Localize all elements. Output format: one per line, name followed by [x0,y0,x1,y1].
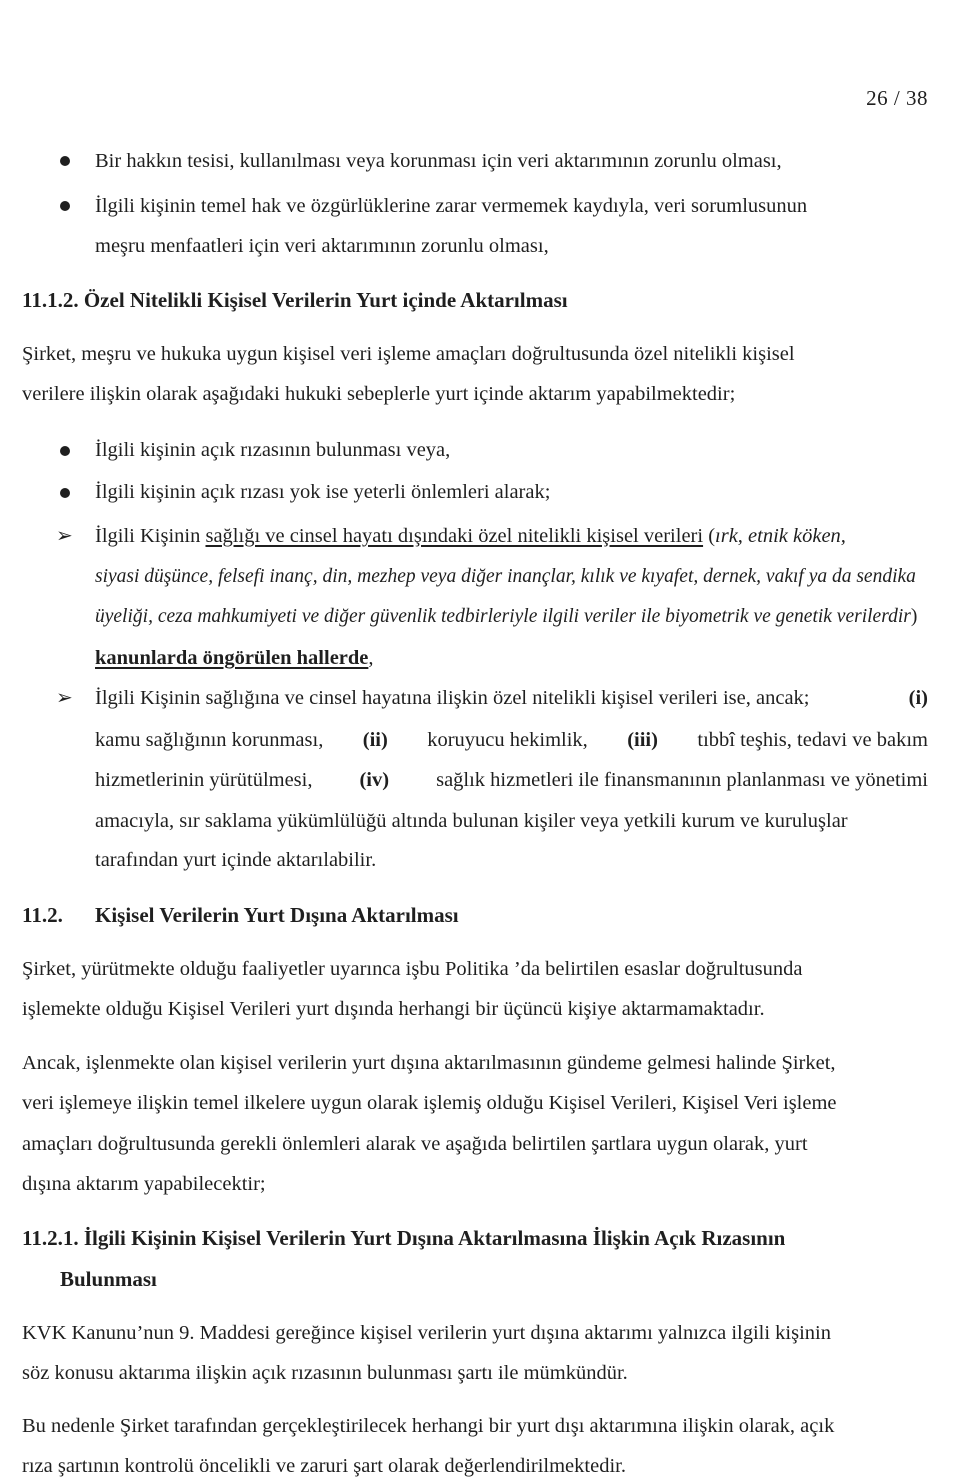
section-heading-11-2: Kişisel Verilerin Yurt Dışına Aktarılması [95,903,459,927]
bold-text: (iii) [627,729,658,751]
paragraph-line: Şirket, meşru ve hukuka uygun kişisel veri işleme amaçları doğrultusunda özel nitelikli kişisel [22,343,795,365]
bullet-dot [60,201,70,211]
bullet-item: Bir hakkın tesisi, kullanılması veya korunması için veri aktarımının zorunlu olması, [95,150,782,172]
bold-text: (iv) [359,769,390,791]
paragraph-line: rıza şartının kontrolü öncelikli ve zaruri şart olarak değerlendirilmektedir. [22,1455,626,1477]
text: İlgili Kişinin sağlığına ve cinsel hayatına ilişkin özel nitelikli kişisel verileri ise, ancak; [95,687,810,709]
arrow-bullet-icon: ➢ [56,525,73,547]
paragraph-line: veri işlemeye ilişkin temel ilkelere uygun olarak işlemiş olduğu Kişisel Verileri, Kişisel Veri işleme [22,1092,837,1114]
bullet-dot [60,446,70,456]
arrow-item-line: amacıyla, sır saklama yükümlülüğü altında bulunan kişiler veya yetkili kurum ve kuruluşlar [95,810,848,832]
paragraph-line: amaçları doğrultusunda gerekli önlemleri alarak ve aşağıda belirtilen şartlara uygun olarak, yurt [22,1133,808,1155]
paragraph-line: Şirket, yürütmekte olduğu faaliyetler uyarınca işbu Politika ’da belirtilen esaslar doğrultusunda [22,958,803,980]
arrow-item-line [95,645,374,671]
bold-text: (i) [908,687,928,709]
bold-underlined-text: kanunlarda öngörülen hallerde [95,647,369,669]
arrow-bullet-icon: ➢ [56,687,73,709]
italic-text: üyeliği, ceza mahkumiyeti ve diğer güvenlik tedbirleriyle ilgili veriler ile biyometrik ve genetik verilerdir [95,606,911,627]
text: kamu sağlığının korunması, [95,729,324,751]
bullet-item-continued: meşru menfaatleri için veri aktarımının zorunlu olması, [95,235,549,257]
section-heading-11-1-2: 11.1.2. Özel Nitelikli Kişisel Verilerin Yurt içinde Aktarılması [22,288,568,312]
text: , [368,647,374,669]
section-heading-11-2-1-continued: Bulunması [60,1267,157,1291]
text: ) [910,606,918,627]
arrow-item-line [95,604,917,630]
italic-text: ırk, etnik köken, [715,525,846,547]
bullet-dot [60,488,70,498]
section-number-11-2: 11.2. [22,903,63,927]
text: ( [703,525,716,547]
paragraph-line: işlemekte olduğu Kişisel Verileri yurt dışında herhangi bir üçüncü kişiye aktarmamaktadır. [22,998,765,1020]
bullet-dot [60,156,70,166]
text: koruyucu hekimlik, [427,729,588,751]
arrow-item-line [95,727,928,753]
text: İlgili Kişinin [95,525,206,547]
bold-text: (ii) [362,729,388,751]
text: tıbbî teşhis, tedavi ve bakım [697,729,928,751]
text: sağlık hizmetleri ile finansmanının planlanması ve yönetimi [436,769,928,791]
bullet-item: İlgili kişinin açık rızasının bulunması veya, [95,439,451,461]
bullet-item: İlgili kişinin temel hak ve özgürlüklerine zarar vermemek kaydıyla, veri sorumlusunun [95,195,808,217]
section-heading-11-2-1: 11.2.1. İlgili Kişinin Kişisel Verilerin Yurt Dışına Aktarılmasına İlişkin Açık Rızasının [22,1226,786,1250]
bullet-item: İlgili kişinin açık rızası yok ise yeterli önlemleri alarak; [95,481,551,503]
paragraph-line: Ancak, işlenmekte olan kişisel verilerin yurt dışına aktarılmasının gündeme gelmesi halinde Şirket, [22,1052,836,1074]
underlined-text: sağlığı ve cinsel hayatı dışındaki özel nitelikli kişisel verileri [205,525,704,547]
paragraph-line: Bu nedenle Şirket tarafından gerçekleştirilecek herhangi bir yurt dışı aktarımına ilişkin olarak, açık [22,1415,835,1437]
paragraph-line: KVK Kanunu’nun 9. Maddesi gereğince kişisel verilerin yurt dışına aktarımı yalnızca ilgili kişinin [22,1322,831,1344]
paragraph-line: verilere ilişkin olarak aşağıdaki hukuki sebeplerle yurt içinde aktarım yapabilmektedir; [22,383,736,405]
text: hizmetlerinin yürütülmesi, [95,769,313,791]
arrow-item-line-italic: siyasi düşünce, felsefi inanç, din, mezhep veya diğer inançlar, kılık ve kıyafet, dernek, vakıf ya da sendika [95,566,916,587]
paragraph-line: dışına aktarım yapabilecektir; [22,1173,266,1195]
arrow-item-line [95,767,928,793]
page-number: 26 / 38 [866,86,928,110]
arrow-item-line: tarafından yurt içinde aktarılabilir. [95,849,377,871]
arrow-item-line [95,523,846,549]
paragraph-line: söz konusu aktarıma ilişkin açık rızasının bulunması şartı ile mümkündür. [22,1362,628,1384]
arrow-item-line [95,685,928,711]
